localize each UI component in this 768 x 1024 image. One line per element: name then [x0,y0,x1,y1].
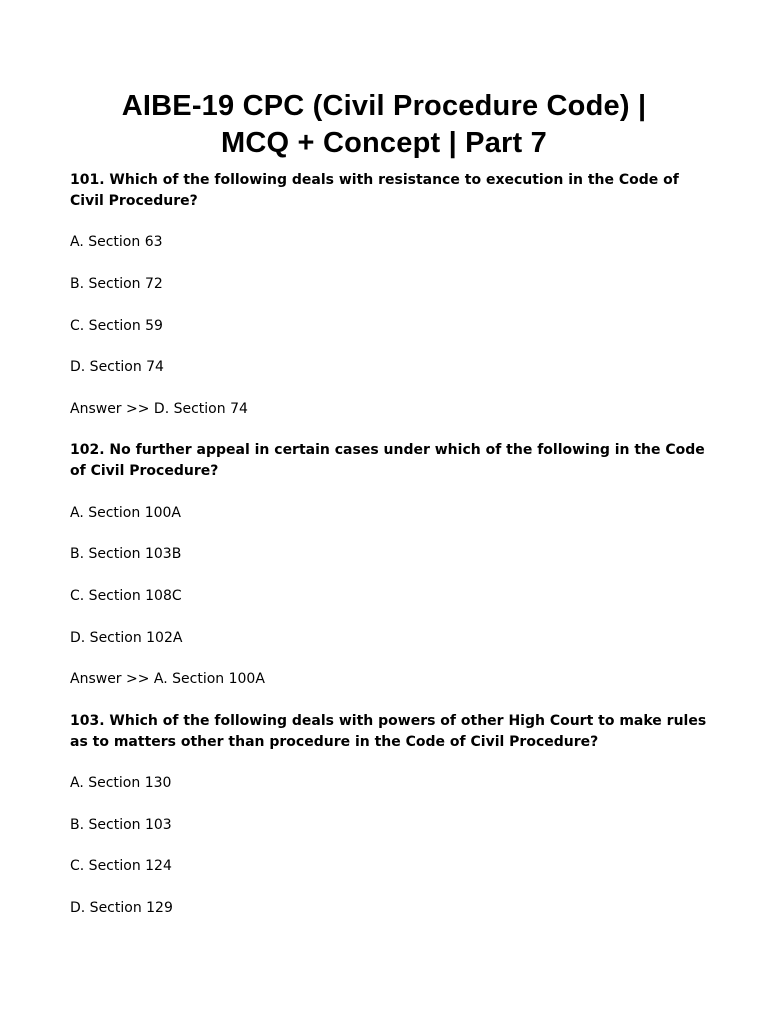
option-c: C. Section 108C [70,587,182,604]
option-a: A. Section 63 [70,234,163,251]
option-a: A. Section 100A [70,504,181,521]
option-b: B. Section 103 [70,816,172,833]
question-block-101 [70,170,710,440]
question-list [70,170,710,919]
title-line-2: MCQ + Concept | Part 7 [221,127,547,159]
question-text: 103. Which of the following deals with powers of other High Court to make rules as to matters other than procedure in the Code of Civil Procedure? [70,712,707,750]
option-d: D. Section 74 [70,359,164,376]
option-b: B. Section 72 [70,275,163,292]
option-a: A. Section 130 [70,775,172,792]
question-block-103 [70,711,710,919]
title-line-1: AIBE-19 CPC (Civil Procedure Code) | [121,90,647,122]
option-c: C. Section 124 [70,858,172,875]
option-d: D. Section 129 [70,899,173,916]
answer-text: Answer >> A. Section 100A [70,671,265,688]
page-title [60,88,708,162]
question-text: 101. Which of the following deals with resistance to execution in the Code of Civil Procedure? [70,172,679,209]
question-text: 102. No further appeal in certain cases under which of the following in the Code of Civil Procedure? [70,442,705,480]
option-d: D. Section 102A [70,629,183,646]
option-b: B. Section 103B [70,546,182,563]
question-block-102 [70,440,710,710]
option-c: C. Section 59 [70,317,163,334]
answer-text: Answer >> D. Section 74 [70,400,248,417]
